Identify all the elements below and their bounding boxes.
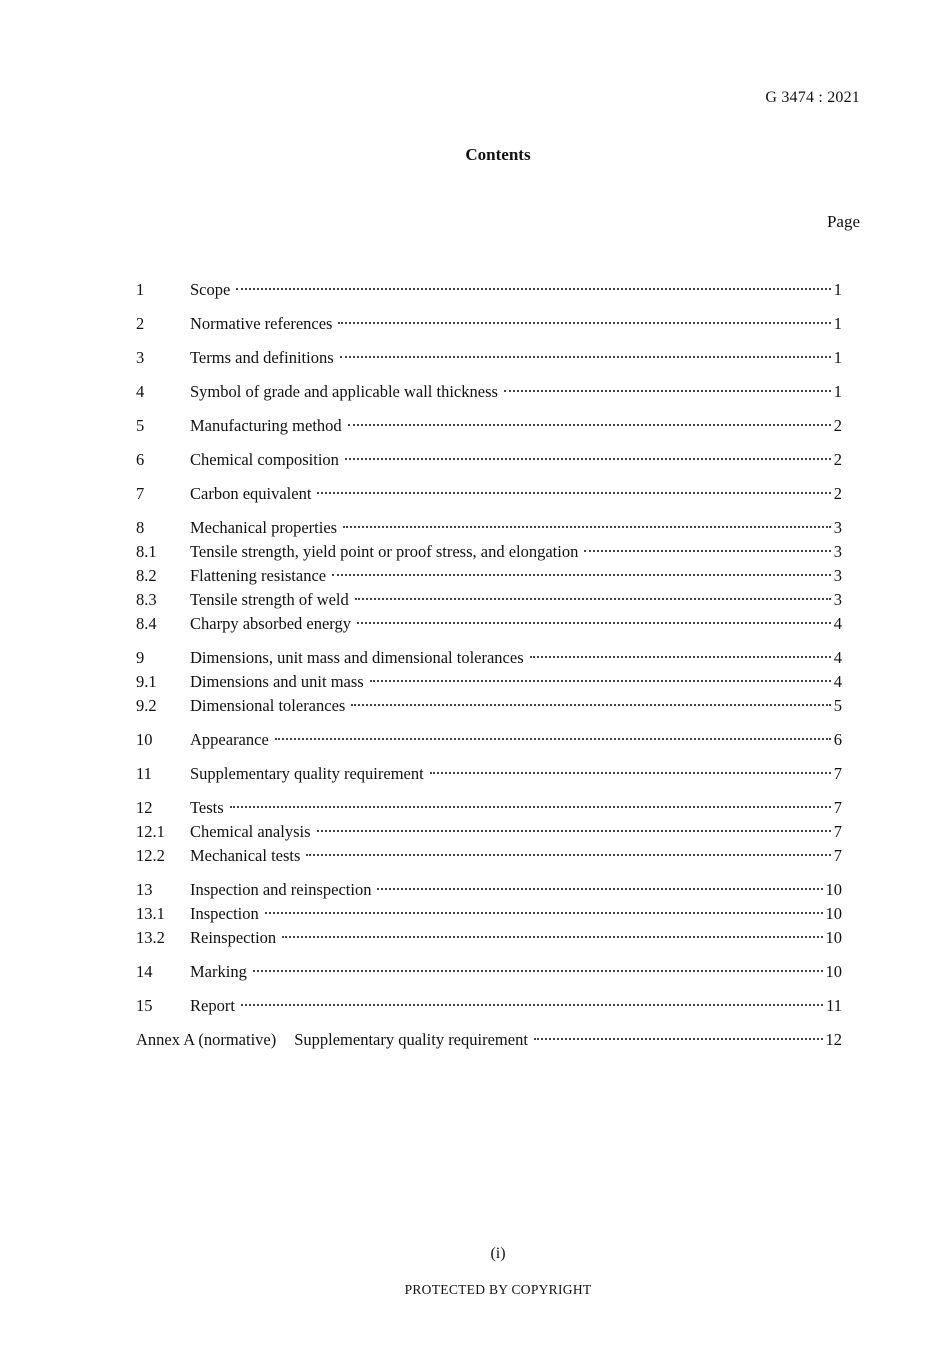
dot-leader (377, 888, 822, 890)
toc-group (136, 728, 842, 752)
dot-leader (306, 854, 830, 856)
toc-entry-number: 8.4 (136, 614, 157, 633)
toc-entry-page: 3 (833, 518, 842, 537)
dot-leader (343, 526, 831, 528)
toc-group (136, 796, 842, 868)
annex-prefix: Annex A (normative) (136, 1030, 277, 1049)
toc-entry-label: Chemical composition (190, 450, 339, 469)
dot-leader (370, 680, 831, 682)
dot-leader (355, 598, 831, 600)
table-of-contents (136, 278, 842, 1062)
toc-group (136, 960, 842, 984)
toc-entry-label: Tensile strength, yield point or proof stress, and elongation (190, 542, 579, 561)
dot-leader (253, 970, 823, 972)
toc-subentry[interactable] (136, 844, 842, 868)
dot-leader (357, 622, 831, 624)
dot-leader (332, 574, 831, 576)
dot-leader (430, 772, 831, 774)
toc-entry[interactable] (136, 380, 842, 404)
toc-group (136, 762, 842, 786)
toc-entry-page: 7 (833, 798, 842, 817)
toc-entry-label: Manufacturing method (190, 416, 342, 435)
toc-entry[interactable] (136, 448, 842, 472)
toc-entry-page: 1 (833, 280, 842, 299)
toc-subentry[interactable] (136, 902, 842, 926)
toc-entry-page: 7 (833, 822, 842, 841)
toc-group (136, 1028, 842, 1052)
toc-subentry[interactable] (136, 694, 842, 718)
toc-entry-number: 7 (136, 484, 145, 503)
toc-entry-label: Dimensions and unit mass (190, 672, 364, 691)
toc-entry-page: 10 (825, 880, 842, 899)
toc-group (136, 380, 842, 404)
toc-entry-label: Appearance (190, 730, 269, 749)
toc-subentry[interactable] (136, 926, 842, 950)
toc-entry-number: 9.1 (136, 672, 157, 691)
dot-leader (230, 806, 831, 808)
toc-entry[interactable] (136, 346, 842, 370)
document-id: G 3474 : 2021 (765, 89, 860, 106)
toc-entry-number: 9.2 (136, 696, 157, 715)
toc-entry-number: 14 (136, 962, 153, 981)
toc-entry-label: Mechanical tests (190, 846, 301, 865)
toc-entry-label: Scope (190, 280, 231, 299)
toc-entry-page: 2 (833, 450, 842, 469)
toc-entry-label: Report (190, 996, 235, 1015)
toc-entry-number: 3 (136, 348, 145, 367)
toc-entry-label: Charpy absorbed energy (190, 614, 351, 633)
toc-entry-number: 12 (136, 798, 153, 817)
dot-leader (530, 656, 831, 658)
toc-entry-page: 3 (833, 542, 842, 561)
toc-entry[interactable] (136, 414, 842, 438)
toc-entry-label: Dimensions, unit mass and dimensional tolerances (190, 648, 524, 667)
toc-entry[interactable] (136, 878, 842, 902)
toc-annex-entry[interactable] (136, 1028, 842, 1052)
toc-entry-number: 2 (136, 314, 145, 333)
dot-leader (265, 912, 823, 914)
toc-entry-number: 15 (136, 996, 153, 1015)
toc-entry-label: Tensile strength of weld (190, 590, 349, 609)
page-title: Contents (465, 145, 531, 164)
toc-entry-page: 1 (833, 348, 842, 367)
toc-subentry[interactable] (136, 540, 842, 564)
toc-entry-page: 3 (833, 566, 842, 585)
toc-entry[interactable] (136, 482, 842, 506)
toc-subentry[interactable] (136, 564, 842, 588)
toc-subentry[interactable] (136, 820, 842, 844)
toc-entry-number: 12.1 (136, 822, 165, 841)
toc-entry-page: 7 (833, 846, 842, 865)
toc-entry-page: 2 (833, 484, 842, 503)
toc-group (136, 482, 842, 506)
toc-entry[interactable] (136, 796, 842, 820)
toc-entry-number: 9 (136, 648, 145, 667)
toc-subentry[interactable] (136, 670, 842, 694)
toc-entry-label: Inspection (190, 904, 259, 923)
toc-group (136, 346, 842, 370)
toc-entry-page: 12 (825, 1030, 842, 1049)
copyright-notice: PROTECTED BY COPYRIGHT (404, 1282, 592, 1297)
toc-entry-number: 4 (136, 382, 145, 401)
toc-entry-label: Terms and definitions (190, 348, 334, 367)
toc-entry-page: 7 (833, 764, 842, 783)
dot-leader (282, 936, 822, 938)
toc-entry-page: 4 (833, 672, 842, 691)
toc-entry-number: 11 (136, 764, 152, 783)
toc-entry-page: 4 (833, 648, 842, 667)
toc-group (136, 448, 842, 472)
toc-entry-number: 6 (136, 450, 145, 469)
footer-page-number: (i) (490, 1245, 506, 1262)
dot-leader (351, 704, 830, 706)
toc-entry-number: 1 (136, 280, 145, 299)
toc-entry-page: 10 (825, 904, 842, 923)
toc-entry-label: Tests (190, 798, 224, 817)
dot-leader (340, 356, 831, 358)
toc-group (136, 878, 842, 950)
toc-entry-number: 13.1 (136, 904, 165, 923)
toc-group (136, 278, 842, 302)
dot-leader (584, 550, 830, 552)
toc-entry-page: 1 (833, 382, 842, 401)
toc-entry-label: Chemical analysis (190, 822, 311, 841)
toc-subentry[interactable] (136, 588, 842, 612)
toc-entry[interactable] (136, 646, 842, 670)
toc-entry-label: Reinspection (190, 928, 277, 947)
toc-entry-label: Mechanical properties (190, 518, 338, 537)
toc-entry[interactable] (136, 762, 842, 786)
toc-entry-label: Supplementary quality requirement (190, 764, 424, 783)
toc-subentry[interactable] (136, 612, 842, 636)
toc-entry-page: 6 (833, 730, 842, 749)
toc-entry-label: Supplementary quality requirement (294, 1030, 528, 1049)
toc-entry-page: 11 (826, 996, 842, 1015)
dot-leader (534, 1038, 823, 1040)
toc-group (136, 312, 842, 336)
dot-leader (236, 288, 830, 290)
toc-entry-page: 10 (825, 928, 842, 947)
toc-entry-label: Flattening resistance (190, 566, 327, 585)
toc-group (136, 646, 842, 718)
toc-entry-number: 8.1 (136, 542, 157, 561)
toc-entry-page: 2 (833, 416, 842, 435)
toc-entry-page: 10 (825, 962, 842, 981)
toc-entry[interactable] (136, 516, 842, 540)
toc-entry[interactable] (136, 278, 842, 302)
toc-group (136, 994, 842, 1018)
dot-leader (241, 1004, 823, 1006)
toc-entry[interactable] (136, 994, 842, 1018)
toc-entry-number: 8.3 (136, 590, 157, 609)
toc-entry-page: 5 (833, 696, 842, 715)
toc-entry-label: Dimensional tolerances (190, 696, 346, 715)
toc-group (136, 414, 842, 438)
dot-leader (338, 322, 830, 324)
dot-leader (317, 492, 830, 494)
dot-leader (348, 424, 831, 426)
toc-entry-number: 8.2 (136, 566, 157, 585)
dot-leader (345, 458, 831, 460)
toc-entry-number: 13 (136, 880, 153, 899)
toc-entry[interactable] (136, 728, 842, 752)
toc-entry-number: 13.2 (136, 928, 165, 947)
toc-entry-label: Inspection and reinspection (190, 880, 372, 899)
dot-leader (504, 390, 831, 392)
toc-entry-page: 1 (833, 314, 842, 333)
toc-entry-number: 8 (136, 518, 145, 537)
toc-entry-page: 4 (833, 614, 842, 633)
toc-entry-label: Marking (190, 962, 247, 981)
toc-entry[interactable] (136, 960, 842, 984)
dot-leader (275, 738, 831, 740)
toc-entry-number: 12.2 (136, 846, 165, 865)
toc-entry-page: 3 (833, 590, 842, 609)
toc-entry-label: Symbol of grade and applicable wall thickness (190, 382, 498, 401)
toc-entry-label: Carbon equivalent (190, 484, 312, 503)
dot-leader (317, 830, 831, 832)
page-column-heading: Page (826, 212, 860, 231)
toc-entry-label: Normative references (190, 314, 333, 333)
toc-entry-number: 10 (136, 730, 153, 749)
toc-group (136, 516, 842, 636)
toc-entry-number: 5 (136, 416, 145, 435)
toc-entry[interactable] (136, 312, 842, 336)
